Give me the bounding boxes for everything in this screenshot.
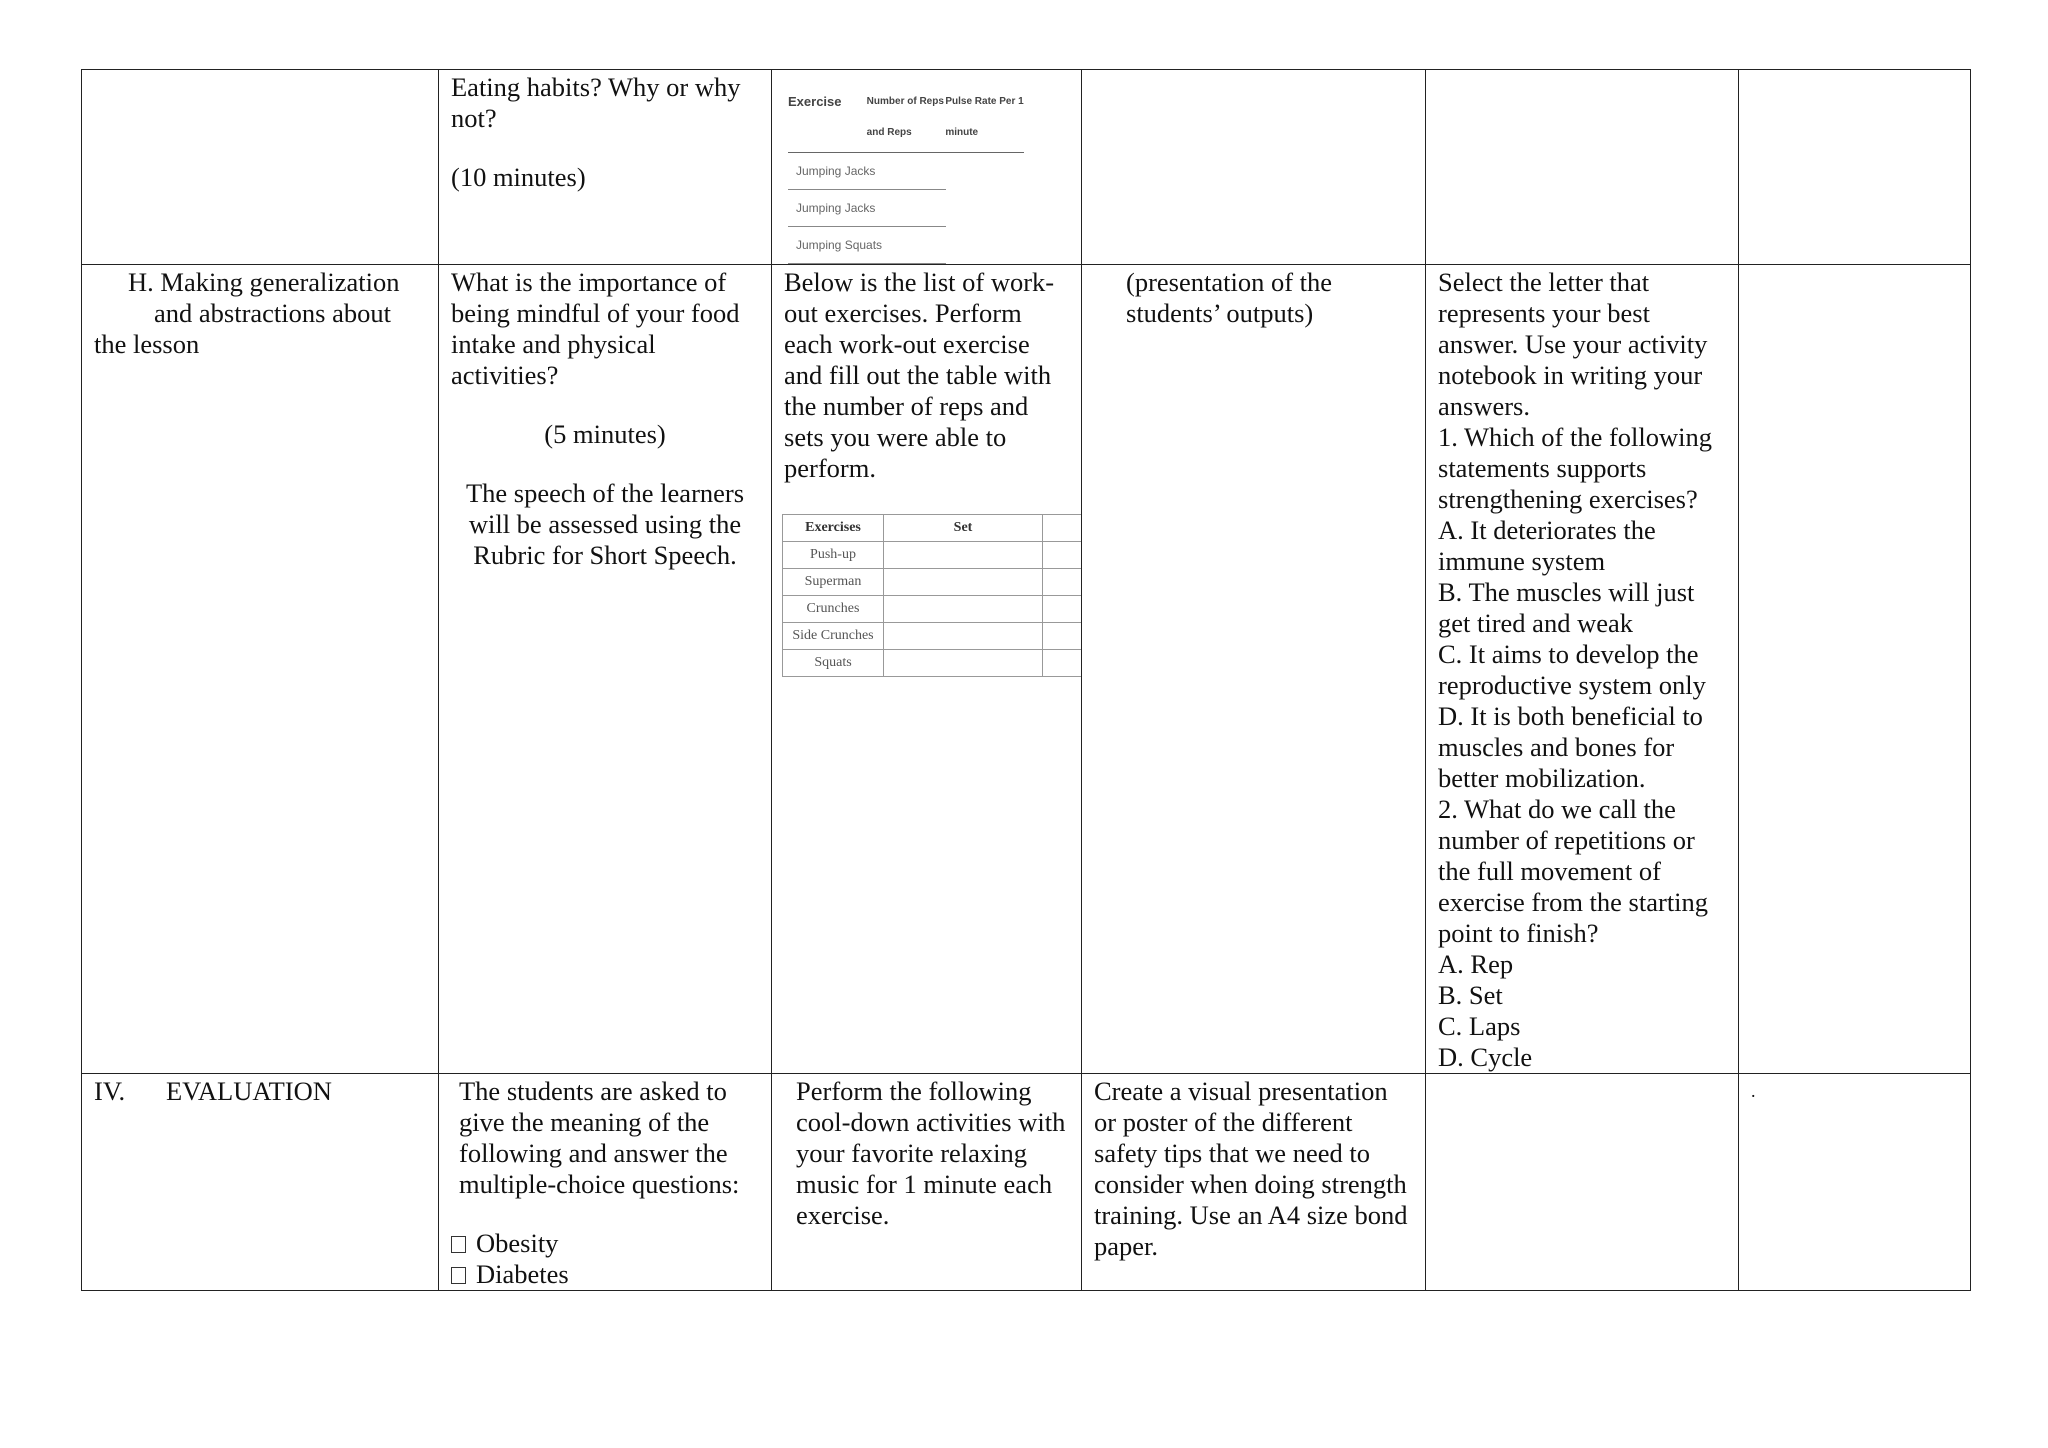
activity-cell [772, 70, 1082, 265]
row-label-cell [82, 1074, 439, 1291]
workout-table-image [782, 514, 1082, 704]
checkbox-icon [451, 1236, 466, 1253]
mini-table-row: Jumping Jacks [788, 153, 946, 190]
remarks-cell [1739, 265, 1971, 1074]
workout-table-cell: Squats [783, 650, 884, 677]
activity-cell [772, 265, 1082, 1074]
mini-table-row: Jumping Squats [788, 227, 946, 264]
section-label: H. Making generalization [128, 267, 400, 297]
lesson-plan-table [81, 69, 1971, 1291]
quiz-option: A. Rep [1438, 949, 1514, 979]
quiz-option: D. Cycle [1438, 1042, 1533, 1072]
checkbox-icon [451, 1267, 466, 1284]
quiz-question: 2. What do we call the number of repetitions or the full movement of exercise from the starting point to finish? [1438, 794, 1709, 948]
time-allotment: (10 minutes) [451, 162, 586, 192]
quiz-option: C. It aims to develop the reproductive system only [1438, 639, 1706, 700]
mini-table-header: Number of Reps and Reps [866, 96, 944, 138]
presentation-text: (presentation of the students’ outputs) [1126, 267, 1333, 328]
table-row [82, 70, 1971, 265]
activity-cell [1082, 265, 1426, 1074]
activity-cell [1426, 70, 1739, 265]
workout-table [782, 514, 1082, 677]
quiz-option: A. It deteriorates the immune system [1438, 515, 1656, 576]
section-label: and abstractions about [154, 298, 391, 328]
workout-table-header: Set [884, 515, 1043, 542]
section-number: IV. [94, 1076, 126, 1106]
quiz-option: C. Laps [1438, 1011, 1521, 1041]
quiz-instructions: Select the letter that represents your best answer. Use your activity notebook in writing your answers. [1438, 267, 1708, 421]
list-item-label: Diabetes [476, 1259, 569, 1289]
list-item [451, 1228, 759, 1259]
remarks-text: . [1751, 1081, 1756, 1101]
row-label-cell [82, 70, 439, 265]
activity-cell [772, 1074, 1082, 1291]
section-label: the lesson [94, 329, 200, 359]
workout-table-cell: Crunches [783, 596, 884, 623]
activity-cell [439, 265, 772, 1074]
section-label: EVALUATION [166, 1076, 332, 1106]
list-item-label: Obesity [476, 1228, 559, 1258]
question-text: not? [451, 103, 497, 133]
list-item [451, 1259, 759, 1290]
instruction-text: Below is the list of work-out exercises. Perform each work-out exercise and fill out the table with the number of reps and sets you were able to perform. [784, 267, 1055, 483]
remarks-cell [1739, 70, 1971, 265]
activity-cell [1426, 265, 1739, 1074]
activity-cell [1082, 1074, 1426, 1291]
assessment-text: The speech of the learners will be assessed using the Rubric for Short Speech. [465, 478, 745, 570]
quiz-option: D. It is both beneficial to muscles and bones for better mobilization. [1438, 701, 1703, 793]
activity-cell [439, 70, 772, 265]
question-text: Eating habits? Why or why [451, 72, 741, 102]
mini-table-row: Jumping Jacks [788, 190, 946, 227]
workout-table-header [1043, 515, 1082, 542]
activity-cell [439, 1074, 772, 1291]
pulse-rate-table-image [788, 86, 1024, 264]
quiz-option: B. The muscles will just get tired and weak [1438, 577, 1695, 638]
quiz-question: 1. Which of the following statements supports strengthening exercises? [1438, 422, 1713, 514]
activity-cell [1426, 1074, 1739, 1291]
mini-table-header: Pulse Rate Per 1 minute [945, 96, 1024, 138]
question-text: What is the importance of being mindful of your food intake and physical activities? [451, 267, 740, 390]
row-label-cell [82, 265, 439, 1074]
workout-table-cell: Push-up [783, 542, 884, 569]
workout-table-cell: Side Crunches [783, 623, 884, 650]
activity-cell [1082, 70, 1426, 265]
time-allotment: (5 minutes) [544, 419, 666, 449]
workout-table-header: Exercises [783, 515, 884, 542]
table-row [82, 265, 1971, 1074]
mini-table-header: Exercise [788, 94, 842, 109]
remarks-cell [1739, 1074, 1971, 1291]
table-row [82, 1074, 1971, 1291]
instruction-text: Perform the following cool-down activities with your favorite relaxing music for 1 minute each exercise. [796, 1076, 1066, 1230]
instruction-text: The students are asked to give the meaning of the following and answer the multiple-choice questions: [459, 1076, 740, 1199]
quiz-option: B. Set [1438, 980, 1503, 1010]
instruction-text: Create a visual presentation or poster of the different safety tips that we need to consider when doing strength training. Use an A4 size bond paper. [1094, 1076, 1408, 1261]
workout-table-cell: Superman [783, 569, 884, 596]
